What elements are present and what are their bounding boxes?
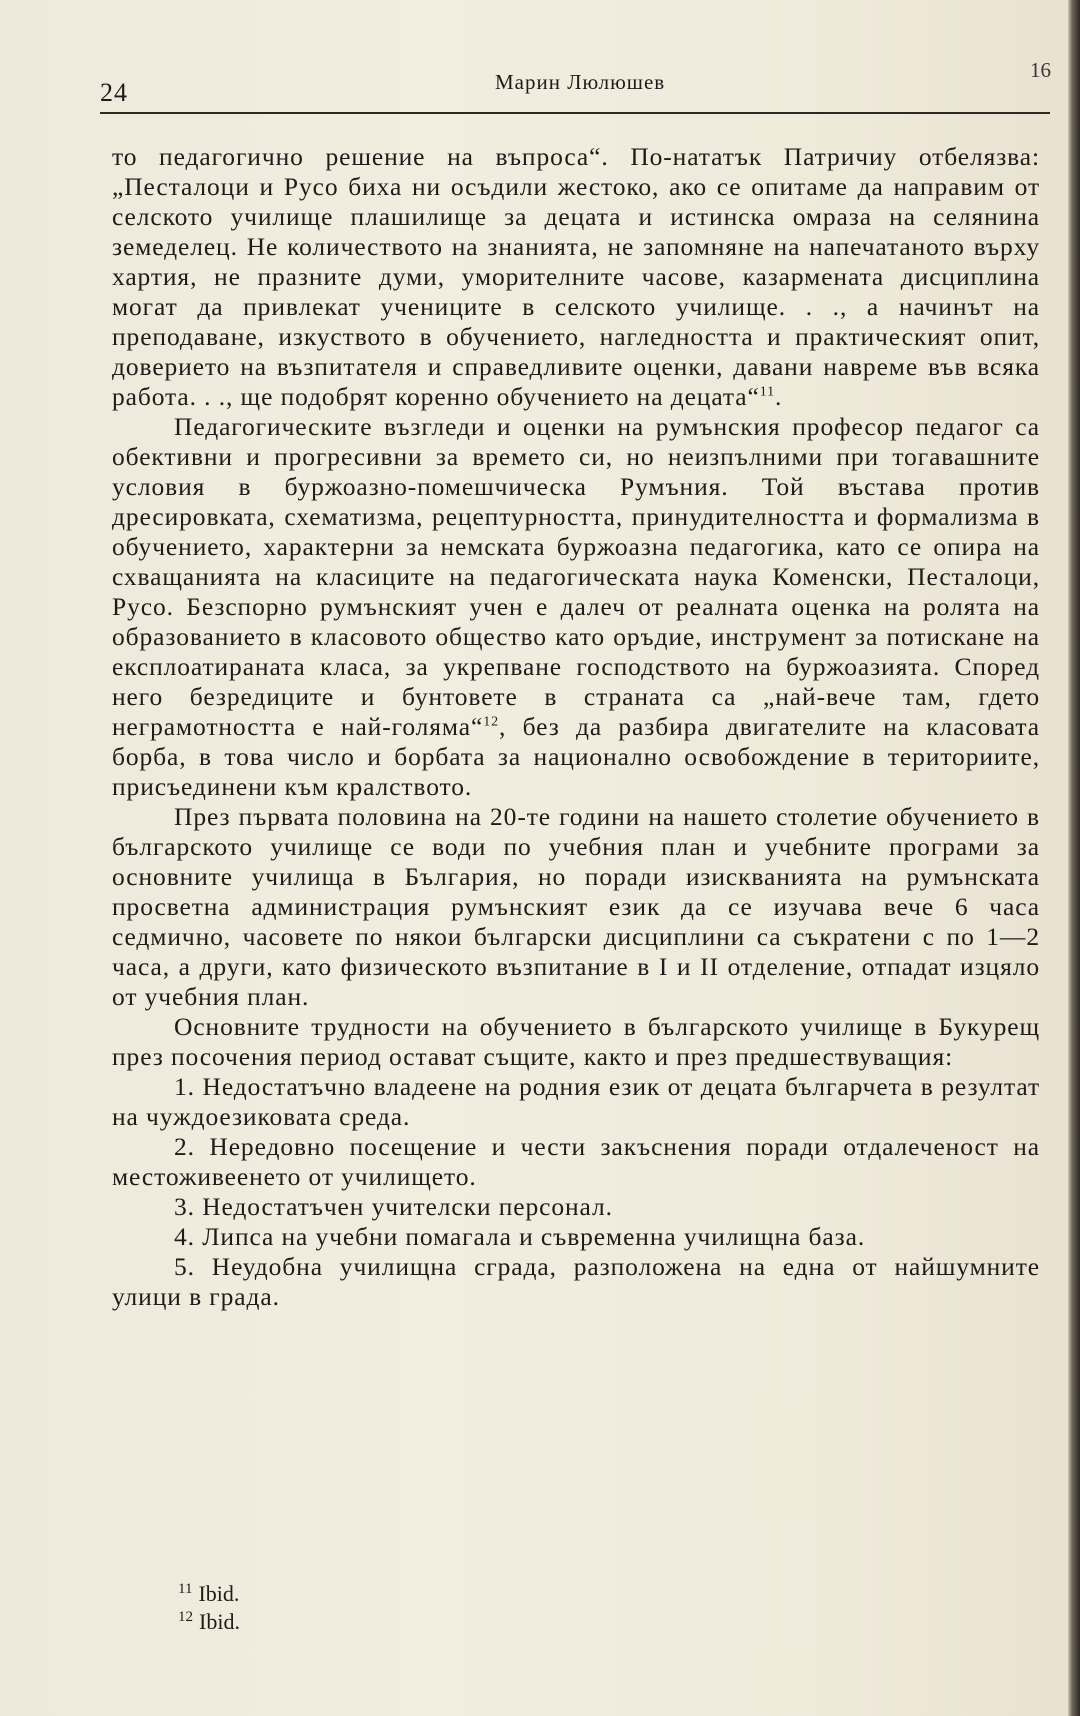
paragraph-3: През първата половина на 20-те години на нашето столетие обучението в българското училище се води по учебния план и учебните програми за основните училища в България, но поради изискванията на румънската просветна администрация румънският език да се изучава вече 6 часа седмично, часовете по някои български дисциплини са съкратени с по 1—2 часа, а други, като физическото възпитание в I и II отделение, отпадат изцяло от учебния план. <box>112 802 1040 1011</box>
list-item: 5. Неудобна училищна сграда, разположена на една от найшумните улици в града. <box>112 1252 1040 1311</box>
corner-page-mark: 16 <box>1030 58 1051 82</box>
footnote-ref-11: 11 <box>759 384 775 400</box>
page-header <box>100 70 1048 106</box>
body-text <box>112 142 1040 1312</box>
footnote-12: $^{12}$ Ibid. <box>178 1608 240 1634</box>
footnote-ref-12: 12 <box>483 714 500 730</box>
footnote-11: $^{11}$ Ibid. <box>178 1580 240 1606</box>
list-item: 3. Недостатъчен учителски персонал. <box>174 1192 613 1221</box>
list-item: 1. Недостатъчно владеене на родния език от децата българчета в резултат на чуждоезиковата среда. <box>112 1072 1040 1131</box>
footnotes <box>178 1580 240 1636</box>
list-item: 2. Нередовно посещение и чести закъснения поради отдалеченост на местоживеенето от училището. <box>112 1132 1040 1191</box>
page-edge-shadow <box>1068 0 1080 1716</box>
paragraph-1: то педагогично решение на въпроса“. По-нататък Патричиу отбелязва: „Песталоци и Русо биха ни осъдили жестоко, ако се опитаме да направим от селското училище плашилище за децата и истинска омраза на селянина земеделец. Не количеството на знанията, не запомняне на напечатаното върху хартия, не празните думи, уморителните часове, казармената дисциплина могат да привлекат учениците в селското училище. . ., а начинът на преподаване, изкуството в обучението, нагледността и практическият опит, доверието на възпитателя и справедливите оценки, давани навреме във всяка работа. . ., ще подобрят коренно обучението на децата“$^{11}$. <box>112 142 1040 411</box>
running-head: Марин Люлюшев <box>495 70 666 94</box>
paragraph-4: Основните трудности на обучението в българското училище в Букурещ през посочения период остават същите, както и през предшествуващия: <box>112 1012 1040 1071</box>
list-item: 4. Липса на учебни помагала и съвременна училищна база. <box>174 1222 866 1251</box>
page-number: 24 <box>100 78 128 107</box>
paragraph-2: Педагогическите възгледи и оценки на румънския професор педагог са обективни и прогресивни за времето си, но неизпълними при тогавашните условия в буржоазно-помешчическа Румъния. Той въстава против дресировката, схематизма, рецептурността, принудителността и формализма в обучението, характерни за немската буржоазна педагогика, като се опира на схващанията на класиците на педагогическата наука Коменски, Песталоци, Русо. Безспорно румънският учен е далеч от реалната оценка на ролята на образованието в класовото общество като оръдие, инструмент за потискане на експлоатираната класа, за укрепване господството на буржоазията. Според него безредиците и бунтовете в страната са „най-вече там, гдето неграмотността е най-голяма“$^{12}$, без да разбира двигателите на класовата борба, в това число и борбата за национално освобождение в териториите, присъединени към кралството. <box>112 412 1040 801</box>
header-rule <box>100 112 1050 114</box>
